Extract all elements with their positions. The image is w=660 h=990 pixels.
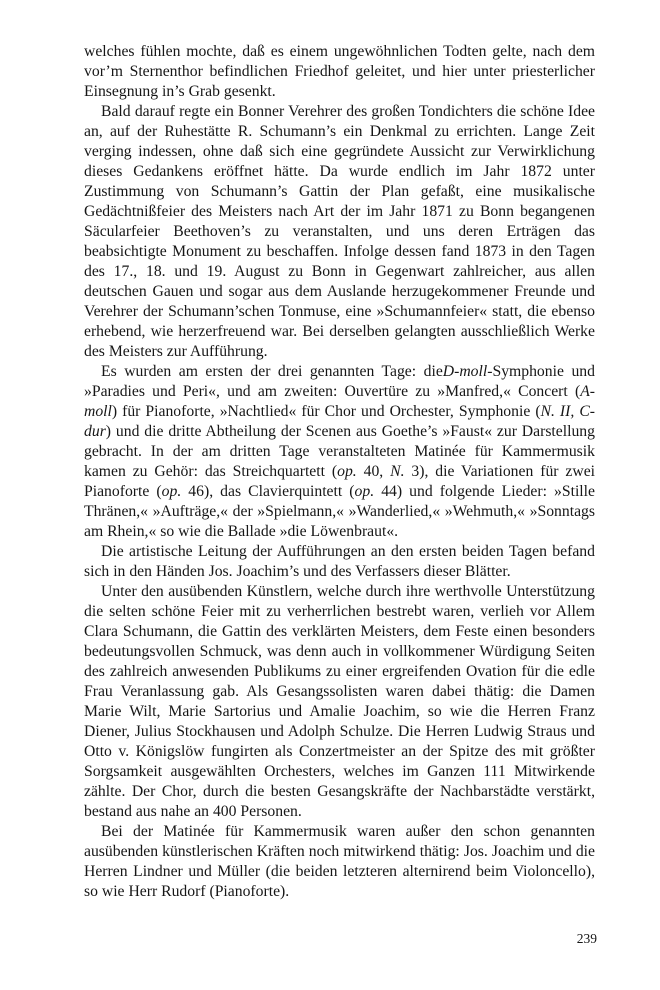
paragraph bbox=[84, 102, 595, 362]
italic-text-run: op. bbox=[161, 483, 182, 500]
text-run: Die artistische Leitung der Aufführungen an den ersten beiden Tagen befand sich in den Händen Jos. Joachim’s und des Verfassers dieser Blätter. bbox=[84, 543, 595, 580]
text-run: 40, bbox=[356, 463, 391, 480]
text-run: ) und die dritte Abtheilung der Scenen aus Goethe’s »Faust« zur Darstellung gebracht. In der am dritten Tage veranstalteten Matinée für Kammermusik kamen zu Gehör: das Streichquartett ( bbox=[84, 423, 595, 480]
text-run: -Symphonie und »Paradies und Peri«, und am zweiten: Ouvertüre zu »Manfred,« Concert ( bbox=[84, 363, 595, 400]
text-column bbox=[84, 42, 595, 902]
paragraph bbox=[84, 822, 595, 902]
italic-text-run: C-dur bbox=[84, 403, 596, 440]
italic-text-run: op. bbox=[337, 463, 357, 480]
italic-text-run: A-moll bbox=[84, 383, 595, 420]
text-run: Unter den ausübenden Künstlern, welche durch ihre werthvolle Unterstützung die selten schöne Feier mit zu verherrlichen bestrebt waren, verlieh vor Allem Clara Schumann, die Gattin des verklärten Meisters, dem Feste einen besonders bedeutungsvollen Schmuck, was denn auch in vollkommener Würdigung Seiten des zahlreich anwesenden Publikums zu einer ergreifenden Ovation für die edle Frau Veranlassung gab. Als Gesangssolisten waren dabei thätig: die Damen Marie Wilt, Marie Sartorius und Amalie Joachim, so wie die Herren Franz Diener, Julius Stockhausen und Adolph Schulze. Die Herren Ludwig Straus und Otto v. Königslöw fungirten als Conzertmeister an der Spitze des mit größter Sorgsamkeit ausgewählten Orchesters, welches im Ganzen 111 Mitwirkende zählte. Der Chor, durch die besten Gesangskräfte der Nachbarstädte verstärkt, bestand aus nahe an 400 Personen. bbox=[84, 583, 595, 820]
page-number: 239 bbox=[576, 931, 597, 946]
text-run: Bei der Matinée für Kammermusik waren außer den schon genannten ausübenden künstlerischen Kräften noch mitwirkend thätig: Jos. Joachim und die Herren Lindner und Müller (die beiden letzteren alternirend beim Violoncello), so wie Herr Rudorf (Pianoforte). bbox=[84, 823, 595, 900]
italic-text-run: op. bbox=[354, 483, 375, 500]
paragraph bbox=[84, 582, 595, 822]
text-run: 44) und folgende Lieder: »Stille Thränen,« »Aufträge,« der »Spielmann,« »Wanderlied,« »Wehmuth,« »Sonntags am Rhein,« so wie die Ballade »die Löwenbraut«. bbox=[84, 483, 595, 540]
text-run: 46), das Clavierquintett ( bbox=[181, 483, 355, 500]
italic-text-run: N. bbox=[390, 463, 405, 480]
paragraph bbox=[84, 362, 595, 542]
text-run: ) für Pianoforte, »Nachtlied« für Chor und Orchester, Symphonie ( bbox=[111, 403, 541, 420]
italic-text-run: D-moll bbox=[442, 363, 488, 380]
paragraph bbox=[84, 542, 595, 582]
text-run: Es wurden am ersten der drei genannten Tage: die bbox=[101, 363, 443, 380]
paragraph bbox=[84, 42, 595, 102]
text-run: Bald darauf regte ein Bonner Verehrer des großen Tondichters die schöne Idee an, auf der Ruhestätte R. Schumann’s ein Denkmal zu errichten. Lange Zeit verging indessen, ohne daß sich eine gegründete Aussicht zur Verwirklichung dieses Gedankens eröffnet hätte. Da wurde endlich im Jahr 1872 unter Zustimmung von Schumann’s Gattin der Plan gefaßt, eine musikalische Gedächtnißfeier des Meisters nach Art der im Jahr 1871 zu Bonn begangenen Säcularfeier Beethoven’s zu veranstalten, und uns deren Erträgen das beabsichtigte Monument zu beschaffen. Infolge dessen fand 1873 in den Tagen des 17., 18. und 19. August zu Bonn in Gegenwart zahlreicher, aus allen deutschen Gauen und sogar aus dem Auslande herzugekommener Freunde und Verehrer der Schumann’schen Tonmuse, eine »Schumannfeier« statt, die ebenso erhebend, wie herzerfreuend war. Bei derselben gelangten ausschließlich Werke des Meisters zur Aufführung. bbox=[84, 103, 595, 360]
italic-text-run: N. II, bbox=[540, 403, 575, 420]
text-run: welches fühlen mochte, daß es einem ungewöhnlichen Todten gelte, nach dem vor’m Sternenthor befindlichen Friedhof geleitet, und hier unter priesterlicher Einsegnung in’s Grab gesenkt. bbox=[84, 43, 595, 100]
text-run: 3), die Variationen für zwei Pianoforte ( bbox=[84, 463, 596, 500]
